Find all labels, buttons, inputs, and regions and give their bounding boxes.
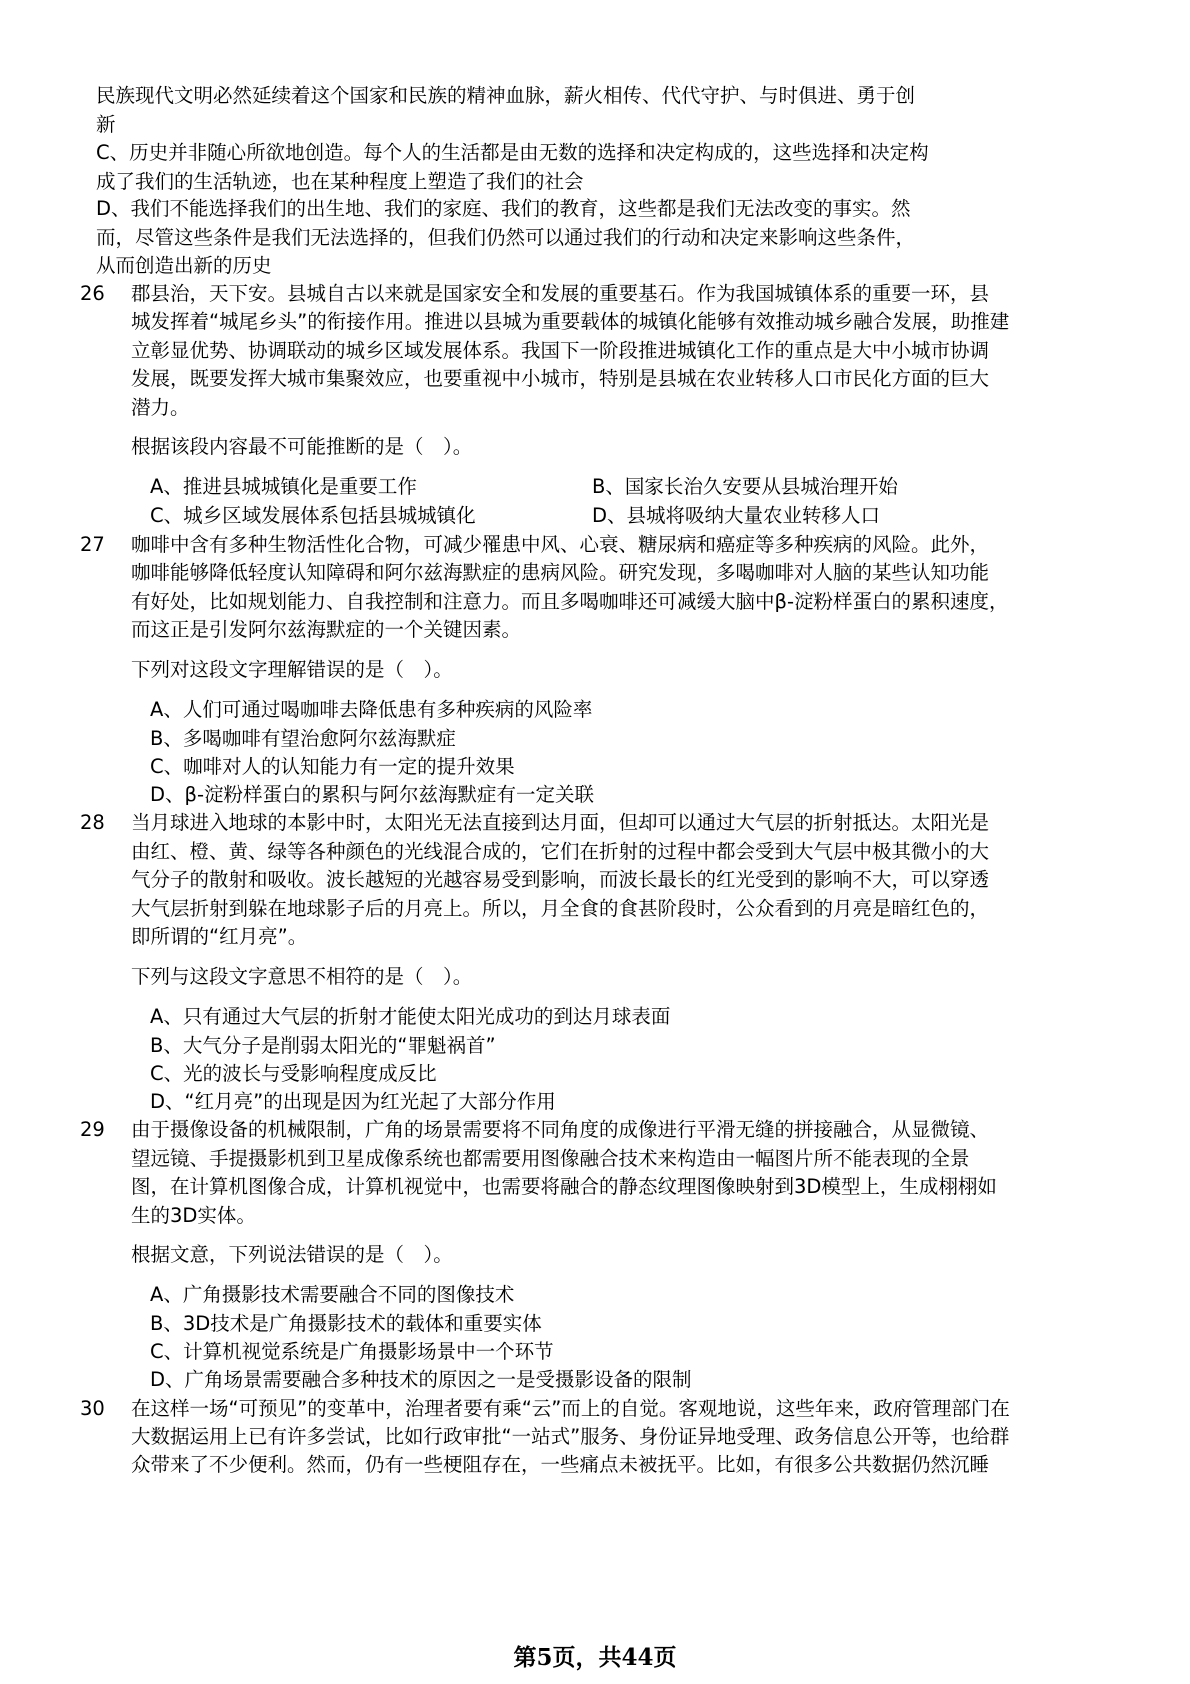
question-stem: 根据文意，下列说法错误的是（ ）。 — [131, 1243, 453, 1266]
question-passage: 即所谓的“红月亮”。 — [131, 925, 308, 948]
question-stem: 下列对这段文字理解错误的是（ ）。 — [131, 658, 453, 681]
question-number: 27 — [80, 533, 105, 556]
question-passage: 发展，既要发挥大城市集聚效应，也要重视中小城市，特别是县城在农业转移人口市民化方面的巨大 — [131, 367, 990, 390]
question-passage: 大数据运用上已有许多尝试，比如行政审批“一站式”服务、身份证异地受理、政务信息公开等，也给群 — [131, 1425, 1010, 1448]
option-d: D、“红月亮”的出现是因为红光起了大部分作用 — [150, 1090, 556, 1113]
prev-line: 民族现代文明必然延续着这个国家和民族的精神血脉，薪火相传、代代守护、与时俱进、勇于创 — [96, 84, 916, 107]
option-a: A、人们可通过喝咖啡去降低患有多种疾病的风险率 — [150, 698, 593, 721]
option-c: C、城乡区域发展体系包括县城城镇化 — [150, 504, 476, 527]
question-passage: 在这样一场“可预见”的变革中，治理者要有乘“云”而上的自觉。客观地说，这些年来，政府管理部门在 — [131, 1397, 1010, 1420]
prev-line: 从而创造出新的历史 — [96, 254, 272, 277]
question-number: 28 — [80, 811, 105, 834]
option-b: B、多喝咖啡有望治愈阿尔兹海默症 — [150, 727, 456, 750]
question-passage: 潜力。 — [131, 396, 190, 419]
question-passage: 众带来了不少便利。然而，仍有一些梗阻存在，一些痛点未被抚平。比如，有很多公共数据仍然沉睡 — [131, 1453, 990, 1476]
question-passage: 咖啡能够降低轻度认知障碍和阿尔兹海默症的患病风险。研究发现，多喝咖啡对人脑的某些认知功能 — [131, 561, 990, 584]
option-a: A、只有通过大气层的折射才能使太阳光成功的到达月球表面 — [150, 1005, 671, 1028]
option-c: C、咖啡对人的认知能力有一定的提升效果 — [150, 755, 515, 778]
page-footer: 第5页，共44页 — [513, 1644, 677, 1671]
question-passage: 大气层折射到躲在地球影子后的月亮上。所以，月全食的食甚阶段时，公众看到的月亮是暗红色的， — [131, 897, 990, 920]
option-c: C、光的波长与受影响程度成反比 — [150, 1062, 437, 1085]
option-a: A、广角摄影技术需要融合不同的图像技术 — [150, 1283, 515, 1306]
prev-line: 而，尽管这些条件是我们无法选择的，但我们仍然可以通过我们的行动和决定来影响这些条件， — [96, 226, 916, 249]
question-passage: 由红、橙、黄、绿等各种颜色的光线混合成的，它们在折射的过程中都会受到大气层中极其微小的大 — [131, 840, 990, 863]
question-number: 30 — [80, 1397, 105, 1420]
option-d: D、β-淀粉样蛋白的累积与阿尔兹海默症有一定关联 — [150, 783, 594, 806]
question-passage: 立彰显优势、协调联动的城乡区域发展体系。我国下一阶段推进城镇化工作的重点是大中小城市协调 — [131, 339, 990, 362]
option-b: B、国家长治久安要从县城治理开始 — [592, 475, 898, 498]
option-d: D、广角场景需要融合多种技术的原因之一是受摄影设备的限制 — [150, 1368, 692, 1391]
option-b: B、大气分子是削弱太阳光的“罪魁祸首” — [150, 1034, 496, 1057]
prev-option-d: D、我们不能选择我们的出生地、我们的家庭、我们的教育，这些都是我们无法改变的事实。然 — [96, 197, 911, 220]
question-passage: 望远镜、手提摄影机到卫星成像系统也都需要用图像融合技术来构造由一幅图片所不能表现的全景 — [131, 1147, 970, 1170]
option-b: B、3D技术是广角摄影技术的载体和重要实体 — [150, 1312, 542, 1335]
prev-option-c: C、历史并非随心所欲地创造。每个人的生活都是由无数的选择和决定构成的，这些选择和决定构 — [96, 141, 929, 164]
question-passage: 当月球进入地球的本影中时，太阳光无法直接到达月面，但却可以通过大气层的折射抵达。太阳光是 — [131, 811, 990, 834]
prev-line: 新 — [96, 113, 116, 136]
question-passage: 图，在计算机图像合成，计算机视觉中，也需要将融合的静态纹理图像映射到3D模型上，生成栩栩如 — [131, 1175, 997, 1198]
question-passage: 气分子的散射和吸收。波长越短的光越容易受到影响，而波长最长的红光受到的影响不大，可以穿透 — [131, 868, 990, 891]
question-passage: 有好处，比如规划能力、自我控制和注意力。而且多喝咖啡还可减缓大脑中β-淀粉样蛋白的累积速度， — [131, 590, 1009, 613]
option-a: A、推进县城城镇化是重要工作 — [150, 475, 417, 498]
question-passage: 城发挥着“城尾乡头”的衔接作用。推进以县城为重要载体的城镇化能够有效推动城乡融合发展，助推建 — [131, 310, 1010, 333]
option-d: D、县城将吸纳大量农业转移人口 — [592, 504, 881, 527]
option-c: C、计算机视觉系统是广角摄影场景中一个环节 — [150, 1340, 554, 1363]
question-stem: 根据该段内容最不可能推断的是（ ）。 — [131, 435, 473, 458]
question-passage: 生的3D实体。 — [131, 1204, 256, 1227]
question-passage: 咖啡中含有多种生物活性化合物，可减少罹患中风、心衰、糖尿病和癌症等多种疾病的风险。此外， — [131, 533, 990, 556]
question-number: 26 — [80, 282, 105, 305]
question-passage: 郡县治，天下安。县城自古以来就是国家安全和发展的重要基石。作为我国城镇体系的重要一环，县 — [131, 282, 990, 305]
question-passage: 而这正是引发阿尔兹海默症的一个关键因素。 — [131, 618, 522, 641]
question-stem: 下列与这段文字意思不相符的是（ ）。 — [131, 965, 473, 988]
question-number: 29 — [80, 1118, 105, 1141]
question-passage: 由于摄像设备的机械限制，广角的场景需要将不同角度的成像进行平滑无缝的拼接融合，从显微镜、 — [131, 1118, 990, 1141]
prev-line: 成了我们的生活轨迹，也在某种程度上塑造了我们的社会 — [96, 170, 584, 193]
